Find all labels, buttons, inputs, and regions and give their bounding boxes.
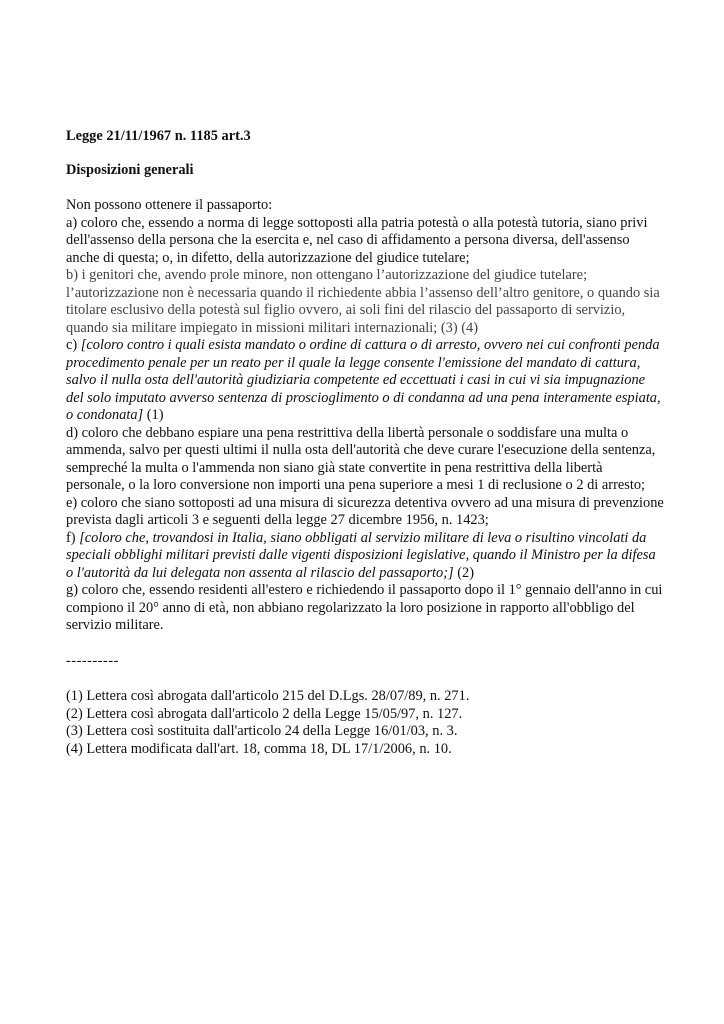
intro-line: Non possono ottenere il passaporto: [66, 197, 273, 213]
clause-b-line-4: quando sia militare impiegato in missioni militari internazionali; (3) (4) [66, 319, 479, 336]
separator-line: ---------- [66, 652, 119, 669]
footnote-3: (3) Lettera così sostituita dall'articolo 24 della Legge 16/01/03, n. 3. [66, 723, 458, 739]
clause-b-line-1: b) i genitori che, avendo prole minore, non ottengano l’autorizzazione del giudice tutelare; [66, 267, 588, 283]
clause-g-line-3: servizio militare. [66, 617, 164, 633]
clause-c-italic-1: [coloro contro i quali esista mandato o ordine di cattura o di arresto, ovvero nei cui confronti penda [80, 337, 660, 353]
clause-e-line-2: prevista dagli articoli 3 e seguenti della legge 27 dicembre 1956, n. 1423; [66, 512, 489, 528]
footnote-2: (2) Lettera così abrogata dall'articolo 2 della Legge 15/05/97, n. 127. [66, 705, 463, 722]
clause-c-line-1 [66, 337, 666, 355]
footnote-4: (4) Lettera modificata dall'art. 18, comma 18, DL 17/1/2006, n. 10. [66, 740, 452, 757]
clause-d-line-2: ammenda, salvo per questi ultimi il nulla osta dell'autorità che deve curare l'esecuzione della sentenza, [66, 442, 656, 458]
clause-c-italic-5: o condonata] [66, 407, 144, 423]
clause-g-line-1: g) coloro che, essendo residenti all'estero e richiedendo il passaporto dopo il 1° gennaio dell'anno in cui [66, 582, 663, 598]
clause-c-note-ref: (1) [143, 407, 164, 423]
clause-f-line-1 [66, 530, 666, 548]
clause-d-line-1: d) coloro che debbano espiare una pena restrittiva della libertà personale o soddisfare una multa o [66, 424, 629, 441]
clause-b-line-3: titolare esclusivo della potestà sul figlio ovvero, ai soli fini del rilascio del passaporto di servizio, [66, 302, 626, 318]
clause-b-line-2: l’autorizzazione non è necessaria quando il richiedente abbia l’assenso dell’altro genitore, o quando sia [66, 284, 660, 301]
clause-f-italic-3: o l'autorità da lui delegata non assenta al rilascio del passaporto;] [66, 564, 454, 581]
document-subtitle: Disposizioni generali [66, 162, 194, 178]
clause-f-line-2: speciali obblighi militari previsti dalle vigenti disposizioni legislative, quando il Ministro per la difesa [66, 547, 656, 563]
clause-d-line-4: personale, o la loro conversione non importi una pena superiore a mesi 1 di reclusione o 2 di arresto; [66, 477, 646, 493]
clause-f-note-ref: (2) [453, 564, 475, 581]
article-body [66, 197, 666, 635]
clause-c-line-5 [66, 407, 666, 425]
clause-c-prefix: c) [66, 337, 81, 353]
footnote-1: (1) Lettera così abrogata dall'articolo 215 del D.Lgs. 28/07/89, n. 271. [66, 688, 470, 704]
clause-c-line-2: procedimento penale per un reato per il quale la legge consente l'emissione del mandato di cattura, [66, 354, 641, 371]
document-page [66, 119, 666, 758]
footnotes [66, 688, 666, 758]
clause-d-line-3: sempreché la multa o l'ammenda non siano già state convertite in pena restrittiva della libertà [66, 459, 603, 476]
clause-a-line-1: a) coloro che, essendo a norma di legge sottoposti alla patria potestà o alla potestà tutoria, siano privi [66, 214, 648, 231]
clause-c-line-3: salvo il nulla osta dell'autorità giudiziaria competente ed eccettuati i casi in cui vi sia impugnazione [66, 372, 646, 388]
clause-f-italic-1: [coloro che, trovandosi in Italia, siano obbligati al servizio militare di leva o risultino vincolati da [79, 529, 647, 546]
clause-c-line-4: del solo imputato avverso sentenza di proscioglimento o di condanna ad una pena interamente espiata, [66, 389, 661, 406]
clause-e-line-1: e) coloro che siano sottoposti ad una misura di sicurezza detentiva ovvero ad una misura di prevenzione [66, 494, 664, 511]
clause-f-prefix: f) [66, 529, 80, 546]
clause-a-line-2: dell'assenso della persona che la esercita e, nel caso di affidamento a persona diversa, dell'assenso [66, 232, 630, 248]
clause-g-line-2: compiono il 20° anno di età, non abbiano regolarizzato la loro posizione in rapporto all'obbligo del [66, 599, 635, 616]
document-title: Legge 21/11/1967 n. 1185 art.3 [66, 128, 251, 144]
clause-f-line-3 [66, 565, 666, 583]
clause-a-line-3: anche di questa; o, in difetto, della autorizzazione del giudice tutelare; [66, 249, 470, 266]
